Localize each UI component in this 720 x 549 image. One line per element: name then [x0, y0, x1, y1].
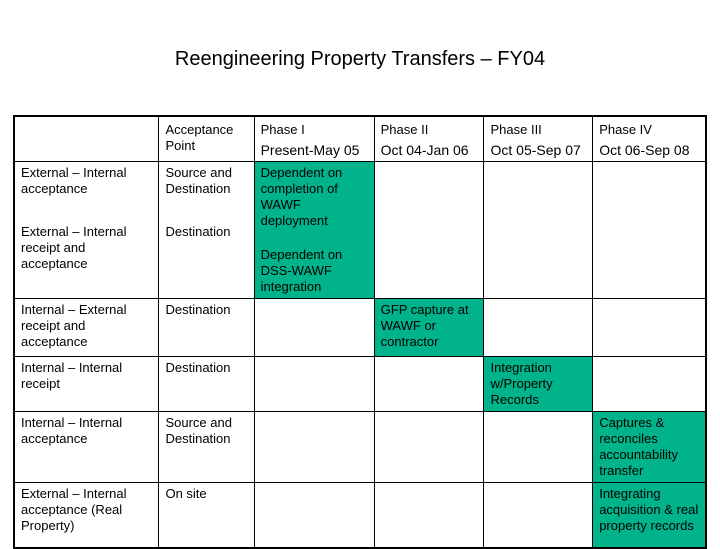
phase-1-cell: [254, 162, 374, 299]
phase-1-cell: [254, 483, 374, 549]
phase-1-dates: Present-May 05: [260, 142, 360, 158]
phase-2-cell: [374, 357, 484, 412]
phase-4-cell: Integrating acquisition & real property records: [593, 483, 706, 549]
header-blank: [14, 116, 159, 162]
row-acceptance-point: On site: [159, 483, 254, 549]
phase-3-label: Phase III: [490, 122, 542, 137]
header-acceptance-point: Acceptance Point: [159, 116, 254, 162]
phase-2-dates: Oct 04-Jan 06: [380, 142, 469, 158]
page-title: Reengineering Property Transfers – FY04: [174, 48, 546, 70]
table-header-row: [14, 116, 706, 162]
row-acceptance-point: Source and Destination: [159, 162, 254, 222]
phase-2-label: Phase II: [380, 122, 429, 137]
table-row: [14, 483, 706, 549]
row-acceptance-point: Source and Destination: [159, 412, 254, 483]
phase-2-cell: [374, 162, 484, 222]
phase-2-cell: [374, 483, 484, 549]
phase-4-cell: [593, 162, 706, 222]
phase-3-cell: [484, 299, 593, 357]
table-row: [14, 412, 706, 483]
table-row: [14, 299, 706, 357]
phase-1-cell: [254, 412, 374, 483]
phase-table: [13, 115, 707, 549]
row-transfer-type: External – Internal acceptance: [14, 162, 159, 222]
phase-2-cell: GFP capture at WAWF or contractor: [374, 299, 484, 357]
header-phase-4: [593, 116, 706, 162]
phase-4-cell: Captures & reconciles accountability transfer: [593, 412, 706, 483]
row-transfer-type: Internal – Internal receipt: [14, 357, 159, 412]
phase-3-cell: [484, 221, 593, 298]
header-phase-2: [374, 116, 484, 162]
header-phase-1: [254, 116, 374, 162]
phase-4-cell: [593, 357, 706, 412]
phase-1-note-1: Dependent on completion of WAWF deployment: [260, 165, 343, 228]
phase-2-cell: [374, 221, 484, 298]
table-row: [14, 357, 706, 412]
table-row: [14, 162, 706, 222]
phase-3-cell: Integration w/Property Records: [484, 357, 593, 412]
phase-3-dates: Oct 05-Sep 07: [490, 142, 581, 158]
header-phase-3: [484, 116, 593, 162]
phase-4-cell: [593, 221, 706, 298]
phase-1-note-2: Dependent on DSS-WAWF integration: [260, 247, 343, 294]
row-acceptance-point: Destination: [159, 299, 254, 357]
row-acceptance-point: Destination: [159, 221, 254, 298]
phase-4-cell: [593, 299, 706, 357]
row-transfer-type: External – Internal receipt and acceptance: [14, 221, 159, 298]
row-acceptance-point: Destination: [159, 357, 254, 412]
phase-4-dates: Oct 06-Sep 08: [599, 142, 690, 158]
phase-1-label: Phase I: [260, 122, 305, 137]
phase-3-cell: [484, 162, 593, 222]
phase-3-cell: [484, 412, 593, 483]
phase-1-cell: [254, 357, 374, 412]
phase-3-cell: [484, 483, 593, 549]
row-transfer-type: Internal – Internal acceptance: [14, 412, 159, 483]
row-transfer-type: Internal – External receipt and acceptance: [14, 299, 159, 357]
phase-4-label: Phase IV: [599, 122, 652, 137]
phase-2-cell: [374, 412, 484, 483]
row-transfer-type: External – Internal acceptance (Real Property): [14, 483, 159, 549]
phase-1-cell: [254, 299, 374, 357]
